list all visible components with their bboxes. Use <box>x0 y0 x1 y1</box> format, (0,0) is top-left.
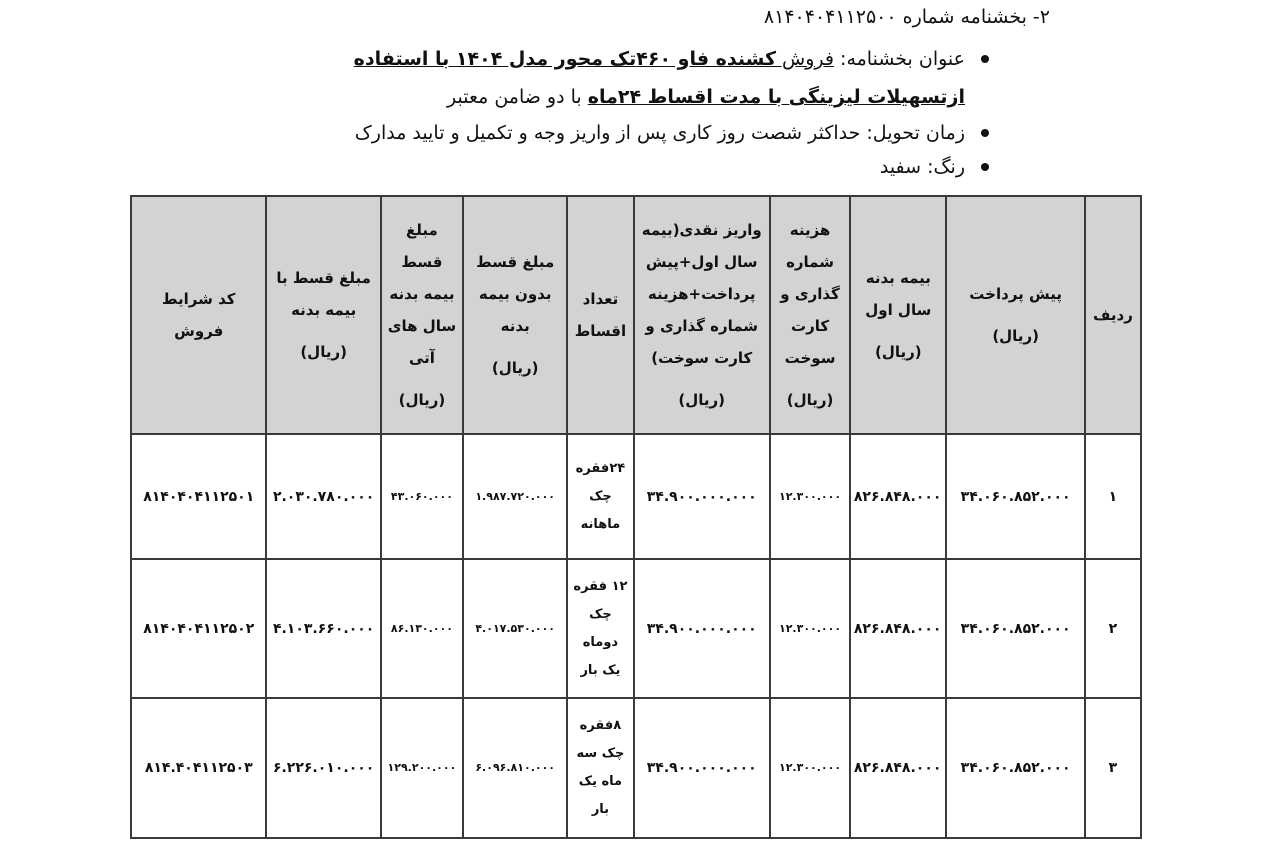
cell-installment-no-insurance: ۶.۰۹۶.۸۱۰.۰۰۰ <box>463 698 567 838</box>
cell-sales-code: ۸۱۴۰۴۰۴۱۱۲۵۰۲ <box>131 559 266 698</box>
circular-title-plain: فروش <box>776 48 834 70</box>
table-row <box>131 698 1141 838</box>
cell-row-number: ۱ <box>1085 434 1141 559</box>
circular-title-guarantor: با دو ضامن معتبر <box>447 86 588 108</box>
cell-plate-fuel-fee: ۱۲.۳۰۰.۰۰۰ <box>770 434 850 559</box>
cell-installment-future-insurance: ۱۲۹.۲۰۰.۰۰۰ <box>381 698 463 838</box>
cell-installment-future-insurance: ۴۳.۰۶۰.۰۰۰ <box>381 434 463 559</box>
header-cell: واریز نقدی(بیمه سال اول+پیش پرداخت+هزینه شماره گذاری و کارت سوخت) (ریال) <box>634 196 770 434</box>
cell-installment-no-insurance: ۴.۰۱۷.۵۳۰.۰۰۰ <box>463 559 567 698</box>
delivery-time-text: زمان تحویل: حداکثر شصت روز کاری پس از واریز وجه و تکمیل و تایید مدارک <box>354 122 965 144</box>
cell-installment-count: ۲۴فقره چک ماهانه <box>567 434 633 559</box>
cell-cash-deposit: ۳۴.۹۰۰.۰۰۰.۰۰۰ <box>634 698 770 838</box>
cell-cash-deposit: ۳۴.۹۰۰.۰۰۰.۰۰۰ <box>634 559 770 698</box>
cell-row-number: ۲ <box>1085 559 1141 698</box>
header-cell: تعداد اقساط <box>567 196 633 434</box>
cell-plate-fuel-fee: ۱۲.۳۰۰.۰۰۰ <box>770 698 850 838</box>
bullet-color <box>275 148 995 186</box>
bullet-dot-icon <box>981 163 989 171</box>
cell-sales-code: ۸۱۴۰۴۰۴۱۱۲۵۰۱ <box>131 434 266 559</box>
bullet-circular-title <box>275 40 995 116</box>
cell-installment-no-insurance: ۱.۹۸۷.۷۲۰.۰۰۰ <box>463 434 567 559</box>
circular-title-label: عنوان بخشنامه: <box>834 48 965 70</box>
header-cell: ردیف <box>1085 196 1141 434</box>
cell-prepayment: ۳۴.۰۶۰.۸۵۲.۰۰۰ <box>946 559 1084 698</box>
cell-body-insurance: ۸۲۶.۸۴۸.۰۰۰ <box>850 434 946 559</box>
cell-installment-with-insurance: ۶.۲۲۶.۰۱۰.۰۰۰ <box>266 698 380 838</box>
cell-plate-fuel-fee: ۱۲.۳۰۰.۰۰۰ <box>770 559 850 698</box>
cell-sales-code: ۸۱۴.۴۰۴۱۱۲۵۰۳ <box>131 698 266 838</box>
circular-heading: ۲- بخشنامه شماره ۸۱۴۰۴۰۴۱۱۲۵۰۰ <box>763 6 1050 28</box>
bullet-delivery-time <box>275 114 995 152</box>
header-cell: پیش پرداخت (ریال) <box>946 196 1084 434</box>
header-cell: بیمه بدنه سال اول (ریال) <box>850 196 946 434</box>
bullet-dot-icon <box>981 129 989 137</box>
header-cell: کد شرایط فروش <box>131 196 266 434</box>
cell-row-number: ۳ <box>1085 698 1141 838</box>
header-cell: مبلغ قسط با بیمه بدنه (ریال) <box>266 196 380 434</box>
cell-installment-with-insurance: ۲.۰۳۰.۷۸۰.۰۰۰ <box>266 434 380 559</box>
cell-installment-count: ۱۲ فقره چک دوماه یک بار <box>567 559 633 698</box>
table-header-row <box>131 196 1141 434</box>
cell-cash-deposit: ۳۴.۹۰۰.۰۰۰.۰۰۰ <box>634 434 770 559</box>
cell-installment-with-insurance: ۴.۱۰۳.۶۶۰.۰۰۰ <box>266 559 380 698</box>
table-row <box>131 559 1141 698</box>
cell-prepayment: ۳۴.۰۶۰.۸۵۲.۰۰۰ <box>946 434 1084 559</box>
cell-body-insurance: ۸۲۶.۸۴۸.۰۰۰ <box>850 559 946 698</box>
bullet-dot-icon <box>981 55 989 63</box>
color-text: رنگ: سفید <box>879 156 965 178</box>
cell-installment-future-insurance: ۸۶.۱۳۰.۰۰۰ <box>381 559 463 698</box>
cell-installment-count: ۸فقره چک سه ماه یک بار <box>567 698 633 838</box>
header-cell: هزینه شماره گذاری و کارت سوخت (ریال) <box>770 196 850 434</box>
sales-conditions-table <box>130 195 1142 839</box>
table-row <box>131 434 1141 559</box>
cell-prepayment: ۳۴.۰۶۰.۸۵۲.۰۰۰ <box>946 698 1084 838</box>
header-cell: مبلغ قسط بیمه بدنه سال های آتی (ریال) <box>381 196 463 434</box>
circular-title-bold: کشنده فاو ۴۶۰تک محور مدل ۱۴۰۴ با استفاده ازتسهیلات لیزینگی با مدت اقساط ۲۴ماه <box>353 48 965 108</box>
cell-body-insurance: ۸۲۶.۸۴۸.۰۰۰ <box>850 698 946 838</box>
header-cell: مبلغ قسط بدون بیمه بدنه (ریال) <box>463 196 567 434</box>
circular-bullets <box>275 40 995 186</box>
